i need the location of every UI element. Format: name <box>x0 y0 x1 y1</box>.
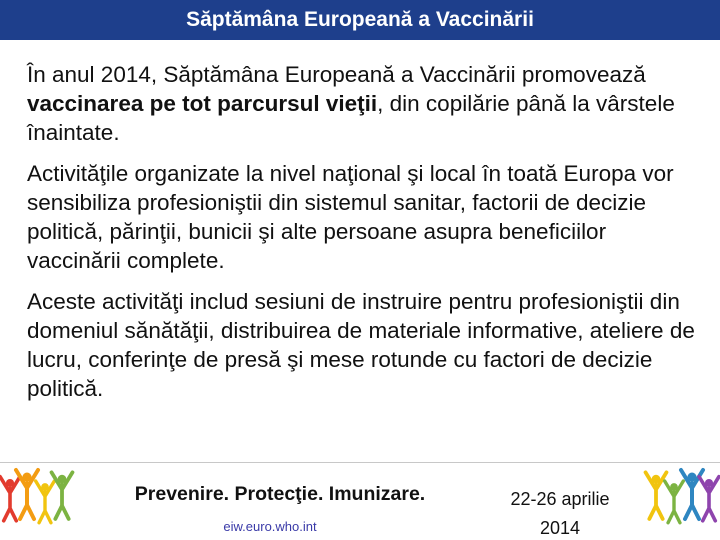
event-dates <box>480 485 640 540</box>
paragraph-3: Aceste activităţi includ sesiuni de instruire pentru profesioniştii din domeniul sănătăţii, distribuirea de materiale informative, ateliere de lucru, conferinţe de presă şi mese rotunde cu factori de decizie politică. <box>27 289 695 401</box>
people-figures-icon <box>0 463 80 540</box>
paragraph-1 <box>27 60 702 147</box>
event-dates-year: 2014 <box>539 518 581 538</box>
paragraph-1-before: În anul 2014, Săptămâna Europeană a Vaccinării promovează <box>27 62 646 87</box>
paragraph-1-bold: vaccinarea pe tot parcursul vieţii <box>27 91 378 116</box>
people-figures-icon <box>640 463 720 540</box>
paragraph-1-after: , din copilărie până la vârstele înaintate. <box>27 91 675 145</box>
slide-title: Săptămâna Europeană a Vaccinării <box>0 0 720 40</box>
paragraph-2: Activităţile organizate la nivel naţional şi local în toată Europa vor sensibiliza profesioniştii din sistemul sanitar, factorii de decizie politică, părinţii, bunicii şi alte persoane asupra beneficiilor vaccinării complete. <box>27 161 674 273</box>
slogan: Prevenire. Protecţie. Imunizare. <box>134 483 426 505</box>
website-link[interactable]: eiw.euro.who.int <box>223 519 317 534</box>
footer <box>0 463 720 540</box>
event-dates-days: 22-26 aprilie <box>510 489 610 509</box>
slide-body <box>27 60 702 415</box>
